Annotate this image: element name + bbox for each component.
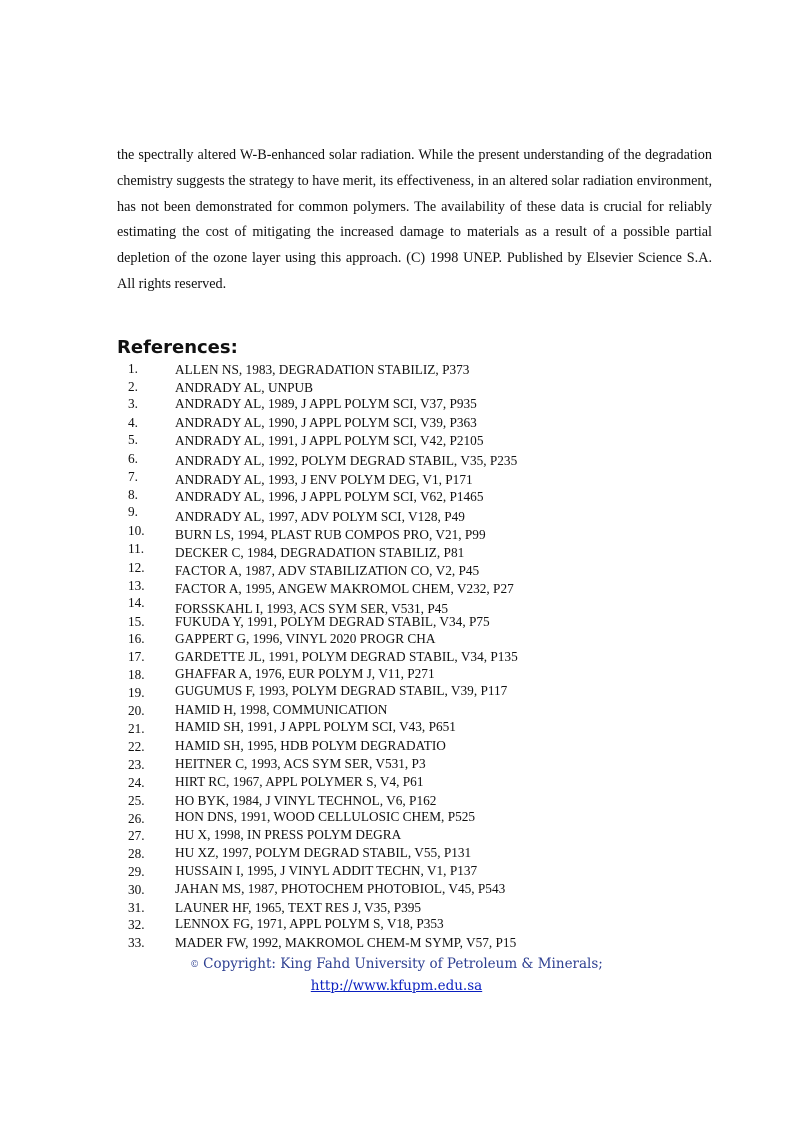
- reference-number: 6.: [128, 451, 138, 466]
- reference-text: ANDRADY AL, UNPUB: [175, 380, 314, 395]
- reference-number: 16.: [128, 631, 145, 646]
- reference-text: JAHAN MS, 1987, PHOTOCHEM PHOTOBIOL, V45, P543: [175, 881, 506, 896]
- copyright-notice: [0, 956, 793, 972]
- reference-text: ANDRADY AL, 1993, J ENV POLYM DEG, V1, P171: [175, 472, 473, 487]
- reference-text: FORSSKAHL I, 1993, ACS SYM SER, V531, P45: [175, 601, 449, 616]
- reference-text: BURN LS, 1994, PLAST RUB COMPOS PRO, V21, P99: [175, 527, 486, 542]
- reference-number: 25.: [128, 793, 145, 808]
- reference-number: 18.: [128, 667, 145, 682]
- reference-number: 20.: [128, 703, 145, 718]
- reference-text: HAMID SH, 1991, J APPL POLYM SCI, V43, P651: [175, 719, 456, 734]
- reference-text: HIRT RC, 1967, APPL POLYMER S, V4, P61: [175, 774, 424, 789]
- reference-text: GUGUMUS F, 1993, POLYM DEGRAD STABIL, V39, P117: [175, 683, 508, 698]
- reference-number: 28.: [128, 846, 145, 861]
- reference-text: ANDRADY AL, 1997, ADV POLYM SCI, V128, P49: [175, 509, 465, 524]
- reference-number: 33.: [128, 935, 145, 950]
- reference-number: 7.: [128, 469, 138, 484]
- reference-text: FACTOR A, 1995, ANGEW MAKROMOL CHEM, V232, P27: [175, 581, 514, 596]
- reference-number: 32.: [128, 917, 145, 932]
- reference-text: ANDRADY AL, 1989, J APPL POLYM SCI, V37, P935: [175, 396, 477, 411]
- reference-number: 22.: [128, 739, 145, 754]
- reference-text: HU XZ, 1997, POLYM DEGRAD STABIL, V55, P131: [175, 845, 472, 860]
- reference-number: 13.: [128, 578, 145, 593]
- reference-text: GAPPERT G, 1996, VINYL 2020 PROGR CHA: [175, 631, 436, 646]
- reference-text: ANDRADY AL, 1991, J APPL POLYM SCI, V42, P2105: [175, 433, 484, 448]
- reference-number: 26.: [128, 811, 145, 826]
- reference-number: 23.: [128, 757, 145, 772]
- reference-number: 21.: [128, 721, 145, 736]
- reference-text: MADER FW, 1992, MAKROMOL CHEM-M SYMP, V57, P15: [175, 935, 517, 950]
- reference-number: 1.: [128, 361, 138, 376]
- reference-number: 3.: [128, 396, 138, 411]
- reference-number: 24.: [128, 775, 145, 790]
- reference-number: 19.: [128, 685, 145, 700]
- reference-text: ALLEN NS, 1983, DEGRADATION STABILIZ, P373: [175, 362, 470, 377]
- reference-text: ANDRADY AL, 1992, POLYM DEGRAD STABIL, V35, P235: [175, 453, 518, 468]
- reference-text: HEITNER C, 1993, ACS SYM SER, V531, P3: [175, 756, 426, 771]
- reference-text: ANDRADY AL, 1996, J APPL POLYM SCI, V62, P1465: [175, 489, 484, 504]
- reference-text: HUSSAIN I, 1995, J VINYL ADDIT TECHN, V1, P137: [175, 863, 478, 878]
- kfupm-link[interactable]: http://www.kfupm.edu.sa: [310, 978, 483, 994]
- reference-text: HO BYK, 1984, J VINYL TECHNOL, V6, P162: [175, 793, 437, 808]
- reference-text: LAUNER HF, 1965, TEXT RES J, V35, P395: [175, 900, 422, 915]
- reference-number: 15.: [128, 614, 145, 629]
- reference-number: 31.: [128, 900, 145, 915]
- reference-text: HON DNS, 1991, WOOD CELLULOSIC CHEM, P525: [175, 809, 476, 824]
- references-heading: References:: [117, 337, 238, 358]
- reference-text: GARDETTE JL, 1991, POLYM DEGRAD STABIL, V34, P135: [175, 649, 518, 664]
- references-list: [0, 360, 793, 950]
- reference-text: DECKER C, 1984, DEGRADATION STABILIZ, P81: [175, 545, 465, 560]
- reference-text: HAMID SH, 1995, HDB POLYM DEGRADATIO: [175, 738, 446, 753]
- reference-number: 27.: [128, 828, 145, 843]
- reference-text: ANDRADY AL, 1990, J APPL POLYM SCI, V39, P363: [175, 415, 477, 430]
- reference-number: 30.: [128, 882, 145, 897]
- reference-number: 5.: [128, 432, 138, 447]
- reference-number: 11.: [128, 541, 145, 556]
- reference-text: FACTOR A, 1987, ADV STABILIZATION CO, V2, P45: [175, 563, 480, 578]
- copyright-text: Copyright: King Fahd University of Petroleum & Minerals;: [203, 956, 603, 972]
- reference-number: 10.: [128, 523, 145, 538]
- footer-url-line: [0, 978, 793, 994]
- reference-text: GHAFFAR A, 1976, EUR POLYM J, V11, P271: [175, 666, 435, 681]
- abstract-paragraph: the spectrally altered W-B-enhanced solar radiation. While the present understanding of the degradation chemistry suggests the strategy to have merit, its effectiveness, in an altered solar radiation environment, has not been demonstrated for common polymers. The availability of these data is crucial for reliably estimating the cost of mitigating the increased damage to materials as a result of a possible partial depletion of the ozone layer using this approach. (C) 1998 UNEP. Published by Elsevier Science S.A. All rights reserved.: [117, 147, 712, 292]
- reference-number: 4.: [128, 415, 138, 430]
- reference-text: HAMID H, 1998, COMMUNICATION: [175, 702, 388, 717]
- reference-number: 9.: [128, 504, 138, 519]
- reference-number: 2.: [128, 379, 138, 394]
- reference-number: 8.: [128, 487, 138, 502]
- reference-text: FUKUDA Y, 1991, POLYM DEGRAD STABIL, V34, P75: [175, 614, 490, 629]
- reference-number: 29.: [128, 864, 145, 879]
- reference-text: HU X, 1998, IN PRESS POLYM DEGRA: [175, 827, 402, 842]
- reference-number: 12.: [128, 560, 145, 575]
- copyright-icon: ©: [190, 959, 200, 970]
- reference-number: 14.: [128, 595, 145, 610]
- reference-text: LENNOX FG, 1971, APPL POLYM S, V18, P353: [175, 916, 444, 931]
- reference-number: 17.: [128, 649, 145, 664]
